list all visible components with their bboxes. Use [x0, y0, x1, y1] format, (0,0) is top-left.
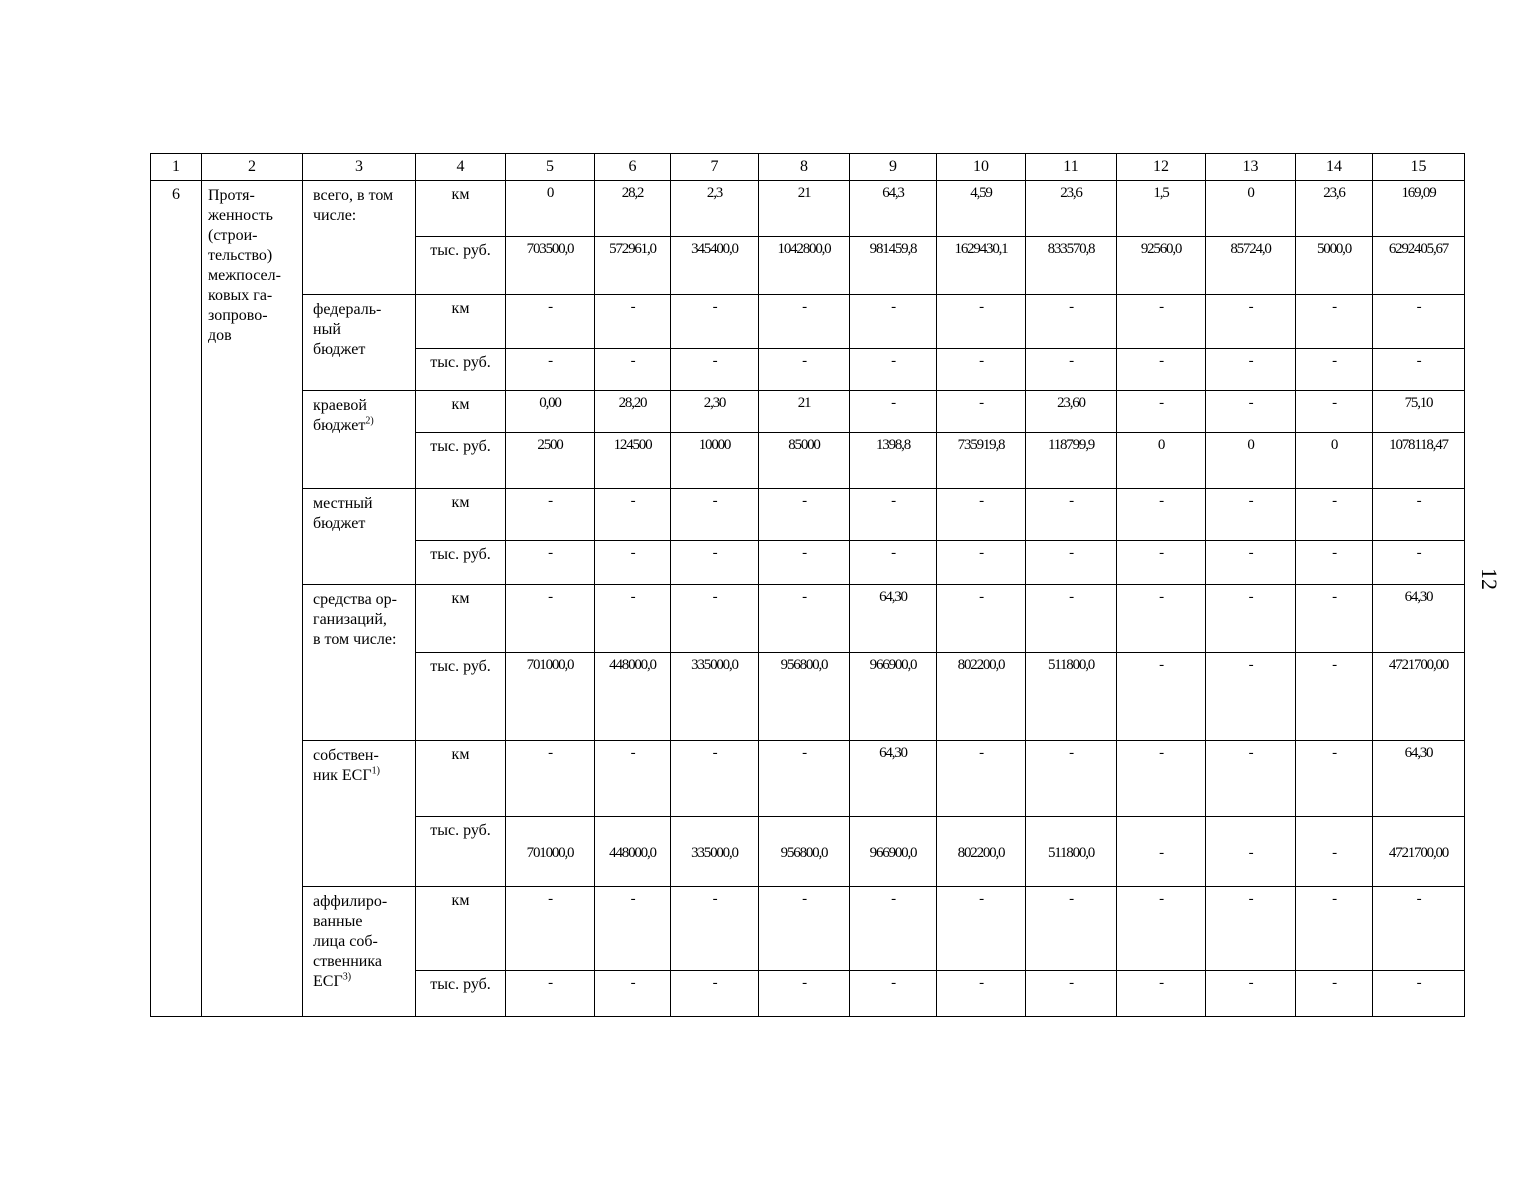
- value-cell: 1629430,1: [937, 237, 1026, 295]
- value-cell: -: [1026, 541, 1117, 585]
- funding-source: [303, 489, 416, 585]
- value-cell: -: [937, 971, 1026, 1017]
- value-cell: 956800,0: [759, 653, 850, 741]
- value-cell: -: [506, 887, 595, 971]
- value-cell: -: [937, 541, 1026, 585]
- footnote-mark: 1): [371, 765, 380, 777]
- value-cell: -: [1026, 971, 1117, 1017]
- value-cell: -: [595, 489, 671, 541]
- budget-table: [150, 153, 1465, 1017]
- column-header: 11: [1026, 154, 1117, 181]
- value-cell: 0: [1206, 181, 1296, 237]
- value-cell: -: [1296, 541, 1373, 585]
- value-cell: 448000,0: [595, 653, 671, 741]
- value-cell: -: [937, 295, 1026, 349]
- funding-source-label: местный бюджет: [313, 495, 373, 532]
- value-cell: 85724,0: [1206, 237, 1296, 295]
- indicator-name: [202, 181, 303, 1017]
- table-row: [151, 181, 1465, 237]
- value-cell: 1398,8: [850, 433, 937, 489]
- value-cell: -: [506, 295, 595, 349]
- value-cell: 75,10: [1373, 391, 1465, 433]
- value-cell: -: [1296, 653, 1373, 741]
- unit-cell: тыс. руб.: [416, 433, 506, 489]
- column-header: 8: [759, 154, 850, 181]
- value-cell: -: [1026, 295, 1117, 349]
- value-cell: 5000,0: [1296, 237, 1373, 295]
- value-cell: -: [1373, 295, 1465, 349]
- value-cell: -: [1026, 349, 1117, 391]
- funding-source: [303, 887, 416, 1017]
- value-cell: 92560,0: [1117, 237, 1206, 295]
- value-cell: 0: [1117, 433, 1206, 489]
- funding-source: [303, 295, 416, 391]
- table-row: [151, 295, 1465, 349]
- value-cell: 64,30: [1373, 741, 1465, 817]
- value-cell: 1078118,47: [1373, 433, 1465, 489]
- value-cell: -: [759, 971, 850, 1017]
- footnote-mark: 3): [342, 971, 352, 983]
- value-cell: -: [759, 541, 850, 585]
- value-cell: 23,6: [1026, 181, 1117, 237]
- value-cell: -: [937, 349, 1026, 391]
- unit-cell: тыс. руб.: [416, 237, 506, 295]
- value-cell: -: [1296, 295, 1373, 349]
- value-cell: 28,20: [595, 391, 671, 433]
- value-cell: -: [506, 585, 595, 653]
- value-cell: 4721700,00: [1373, 817, 1465, 887]
- value-cell: 0: [1206, 433, 1296, 489]
- value-cell: -: [759, 489, 850, 541]
- value-cell: -: [671, 349, 759, 391]
- value-cell: 448000,0: [595, 817, 671, 887]
- value-cell: 2,3: [671, 181, 759, 237]
- value-cell: -: [1206, 741, 1296, 817]
- value-cell: -: [1206, 489, 1296, 541]
- value-cell: 956800,0: [759, 817, 850, 887]
- value-cell: -: [759, 887, 850, 971]
- value-cell: -: [671, 295, 759, 349]
- value-cell: -: [506, 971, 595, 1017]
- value-cell: -: [1206, 391, 1296, 433]
- value-cell: -: [1296, 391, 1373, 433]
- value-cell: 833570,8: [1026, 237, 1117, 295]
- value-cell: -: [1206, 817, 1296, 887]
- value-cell: 0: [1296, 433, 1373, 489]
- value-cell: -: [671, 971, 759, 1017]
- value-cell: 4721700,00: [1373, 653, 1465, 741]
- indicator-text: Протя- женность (строи- тельство) межпосел- ковых га- зопрово- дов: [208, 187, 281, 344]
- value-cell: -: [850, 349, 937, 391]
- funding-source-label: федераль- ный бюджет: [313, 301, 382, 358]
- value-cell: 703500,0: [506, 237, 595, 295]
- value-cell: -: [759, 585, 850, 653]
- funding-source: [303, 181, 416, 295]
- value-cell: -: [1117, 295, 1206, 349]
- funding-source: [303, 391, 416, 489]
- value-cell: -: [1296, 741, 1373, 817]
- value-cell: -: [1373, 349, 1465, 391]
- value-cell: 21: [759, 181, 850, 237]
- funding-source: [303, 741, 416, 887]
- value-cell: -: [937, 585, 1026, 653]
- column-header: 7: [671, 154, 759, 181]
- value-cell: 735919,8: [937, 433, 1026, 489]
- table-row: [151, 585, 1465, 653]
- value-cell: -: [1117, 585, 1206, 653]
- value-cell: -: [506, 541, 595, 585]
- value-cell: 10000: [671, 433, 759, 489]
- row-number: 6: [151, 181, 202, 1017]
- value-cell: 345400,0: [671, 237, 759, 295]
- unit-cell: км: [416, 295, 506, 349]
- unit-cell: тыс. руб.: [416, 971, 506, 1017]
- unit-cell: км: [416, 181, 506, 237]
- value-cell: -: [595, 541, 671, 585]
- value-cell: 2,30: [671, 391, 759, 433]
- value-cell: -: [1117, 817, 1206, 887]
- value-cell: -: [937, 741, 1026, 817]
- value-cell: -: [1373, 489, 1465, 541]
- value-cell: -: [1117, 971, 1206, 1017]
- value-cell: 966900,0: [850, 817, 937, 887]
- column-header: 10: [937, 154, 1026, 181]
- funding-source-label: средства ор- ганизаций, в том числе:: [313, 591, 397, 648]
- value-cell: -: [1117, 391, 1206, 433]
- column-header: 3: [303, 154, 416, 181]
- funding-source-label: собствен- ник ЕСГ: [313, 747, 379, 784]
- value-cell: 966900,0: [850, 653, 937, 741]
- value-cell: 21: [759, 391, 850, 433]
- value-cell: -: [1296, 489, 1373, 541]
- value-cell: 802200,0: [937, 653, 1026, 741]
- unit-cell: тыс. руб.: [416, 541, 506, 585]
- value-cell: -: [595, 971, 671, 1017]
- value-cell: -: [671, 741, 759, 817]
- value-cell: -: [850, 887, 937, 971]
- funding-source-label: всего, в том числе:: [313, 187, 394, 224]
- value-cell: 0: [506, 181, 595, 237]
- value-cell: -: [671, 585, 759, 653]
- value-cell: -: [1117, 541, 1206, 585]
- page-number: 12: [1477, 568, 1502, 590]
- value-cell: 85000: [759, 433, 850, 489]
- value-cell: -: [1117, 653, 1206, 741]
- column-header: 15: [1373, 154, 1465, 181]
- value-cell: -: [671, 489, 759, 541]
- value-cell: -: [1296, 349, 1373, 391]
- value-cell: -: [1206, 971, 1296, 1017]
- unit-cell: тыс. руб.: [416, 349, 506, 391]
- value-cell: -: [595, 585, 671, 653]
- value-cell: -: [1117, 887, 1206, 971]
- column-header: 2: [202, 154, 303, 181]
- value-cell: 124500: [595, 433, 671, 489]
- value-cell: -: [1117, 349, 1206, 391]
- value-cell: -: [937, 489, 1026, 541]
- table-row: [151, 391, 1465, 433]
- value-cell: -: [1296, 585, 1373, 653]
- value-cell: -: [850, 391, 937, 433]
- unit-cell: км: [416, 887, 506, 971]
- value-cell: 118799,9: [1026, 433, 1117, 489]
- value-cell: 701000,0: [506, 817, 595, 887]
- value-cell: 701000,0: [506, 653, 595, 741]
- value-cell: -: [671, 541, 759, 585]
- unit-cell: км: [416, 391, 506, 433]
- value-cell: 4,59: [937, 181, 1026, 237]
- funding-source-label: краевой бюджет: [313, 397, 367, 434]
- value-cell: -: [595, 349, 671, 391]
- column-header: 14: [1296, 154, 1373, 181]
- column-header: 5: [506, 154, 595, 181]
- table-row: [151, 489, 1465, 541]
- value-cell: 981459,8: [850, 237, 937, 295]
- value-cell: -: [1206, 585, 1296, 653]
- value-cell: -: [1206, 541, 1296, 585]
- value-cell: -: [1206, 887, 1296, 971]
- value-cell: -: [1206, 653, 1296, 741]
- value-cell: -: [1117, 741, 1206, 817]
- funding-source: [303, 585, 416, 741]
- value-cell: -: [937, 391, 1026, 433]
- value-cell: 1042800,0: [759, 237, 850, 295]
- column-header: 9: [850, 154, 937, 181]
- value-cell: 802200,0: [937, 817, 1026, 887]
- value-cell: 169,09: [1373, 181, 1465, 237]
- funding-source-label: аффилиро- ванные лица соб- ственника ЕСГ: [313, 893, 388, 990]
- value-cell: -: [1026, 887, 1117, 971]
- value-cell: -: [506, 349, 595, 391]
- value-cell: -: [1206, 349, 1296, 391]
- value-cell: 64,30: [850, 741, 937, 817]
- column-header: 1: [151, 154, 202, 181]
- value-cell: 0,00: [506, 391, 595, 433]
- value-cell: -: [850, 971, 937, 1017]
- value-cell: 28,2: [595, 181, 671, 237]
- table-row: [151, 741, 1465, 817]
- column-header: 6: [595, 154, 671, 181]
- value-cell: 335000,0: [671, 653, 759, 741]
- value-cell: -: [1026, 489, 1117, 541]
- value-cell: -: [595, 295, 671, 349]
- unit-cell: км: [416, 489, 506, 541]
- footnote-mark: 2): [365, 415, 374, 427]
- value-cell: -: [1026, 585, 1117, 653]
- value-cell: -: [850, 489, 937, 541]
- value-cell: -: [759, 741, 850, 817]
- value-cell: -: [671, 887, 759, 971]
- column-header: 13: [1206, 154, 1296, 181]
- unit-cell: тыс. руб.: [416, 817, 506, 887]
- value-cell: 335000,0: [671, 817, 759, 887]
- unit-cell: тыс. руб.: [416, 653, 506, 741]
- value-cell: -: [1296, 887, 1373, 971]
- value-cell: -: [1296, 817, 1373, 887]
- value-cell: 23,6: [1296, 181, 1373, 237]
- value-cell: 64,30: [1373, 585, 1465, 653]
- value-cell: 572961,0: [595, 237, 671, 295]
- value-cell: -: [1373, 541, 1465, 585]
- value-cell: 2500: [506, 433, 595, 489]
- value-cell: -: [1026, 741, 1117, 817]
- column-header: 4: [416, 154, 506, 181]
- value-cell: -: [506, 741, 595, 817]
- value-cell: -: [850, 295, 937, 349]
- value-cell: -: [937, 887, 1026, 971]
- value-cell: 23,60: [1026, 391, 1117, 433]
- value-cell: -: [850, 541, 937, 585]
- value-cell: -: [595, 887, 671, 971]
- value-cell: -: [1373, 887, 1465, 971]
- column-header: 12: [1117, 154, 1206, 181]
- value-cell: -: [1296, 971, 1373, 1017]
- value-cell: -: [595, 741, 671, 817]
- value-cell: -: [759, 295, 850, 349]
- value-cell: -: [759, 349, 850, 391]
- value-cell: -: [1373, 971, 1465, 1017]
- value-cell: -: [1206, 295, 1296, 349]
- unit-cell: км: [416, 741, 506, 817]
- value-cell: -: [506, 489, 595, 541]
- value-cell: -: [1117, 489, 1206, 541]
- value-cell: 1,5: [1117, 181, 1206, 237]
- value-cell: 511800,0: [1026, 817, 1117, 887]
- value-cell: 511800,0: [1026, 653, 1117, 741]
- value-cell: 6292405,67: [1373, 237, 1465, 295]
- value-cell: 64,3: [850, 181, 937, 237]
- header-row: [151, 154, 1465, 181]
- value-cell: 64,30: [850, 585, 937, 653]
- unit-cell: км: [416, 585, 506, 653]
- table-row: [151, 887, 1465, 971]
